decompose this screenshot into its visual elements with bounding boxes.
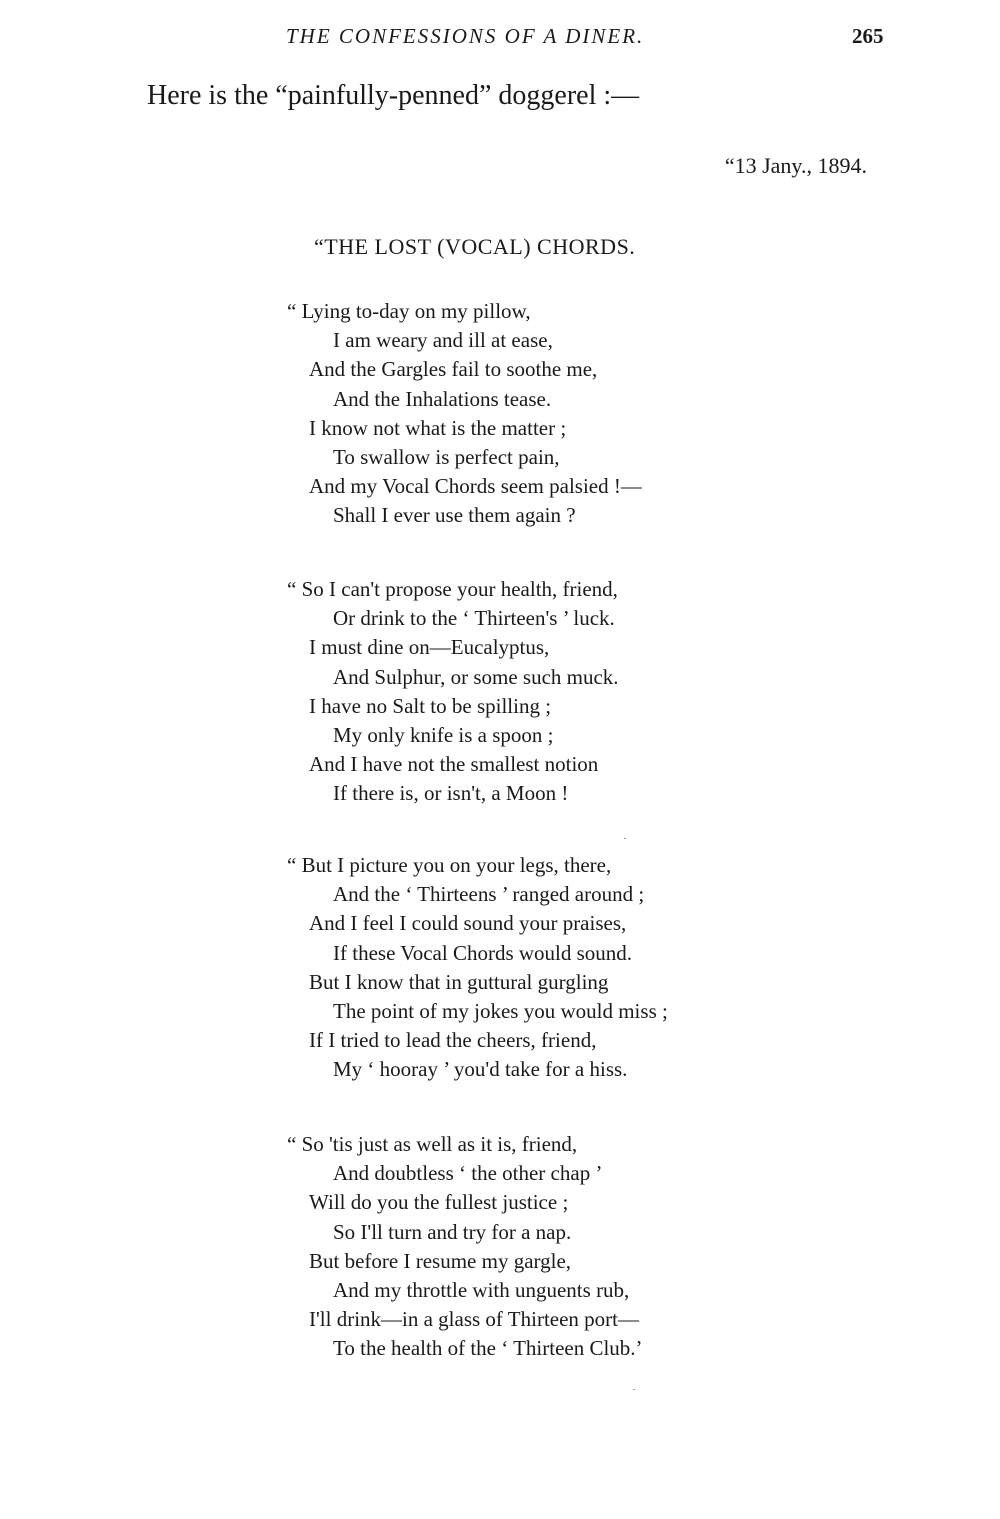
- page-number: 265: [852, 24, 884, 48]
- poem-line: Shall I ever use them again ?: [333, 503, 576, 528]
- poem-line: “ Lying to-day on my pillow,: [287, 299, 531, 323]
- poem-title: “THE LOST (VOCAL) CHORDS.: [314, 234, 636, 259]
- stanza: [287, 851, 787, 1085]
- poem-line: And the Inhalations tease.: [333, 386, 552, 411]
- poem-line: I must dine on—Eucalyptus,: [309, 635, 550, 660]
- dateline: “13 Jany., 1894.: [724, 153, 867, 178]
- running-title: THE CONFESSIONS OF A DINER.: [286, 24, 645, 48]
- poem-line: My only knife is a spoon ;: [333, 722, 554, 747]
- poem-line: “ So I can't propose your health, friend,: [287, 577, 618, 601]
- poem-line: And doubtless ‘ the other chap ’: [333, 1161, 603, 1186]
- poem-line: If these Vocal Chords would sound.: [333, 940, 633, 965]
- poem-line: Will do you the fullest justice ;: [309, 1190, 569, 1215]
- poem-line: My ‘ hooray ’ you'd take for a hiss.: [333, 1057, 628, 1082]
- poem-line: The point of my jokes you would miss ;: [333, 998, 668, 1023]
- poem-line: To the health of the ‘ Thirteen Club.’: [333, 1336, 643, 1361]
- intro-line: Here is the “painfully-penned” doggerel :—: [147, 80, 640, 111]
- poem-line: And Sulphur, or some such muck.: [333, 664, 619, 689]
- poem-line: And the ‘ Thirteens ’ ranged around ;: [333, 882, 645, 907]
- poem-line: So I'll turn and try for a nap.: [333, 1219, 572, 1244]
- poem-line: But I know that in guttural gurgling: [309, 969, 609, 994]
- poem-line: And my Vocal Chords seem palsied !—: [309, 474, 642, 499]
- poem-line: And my throttle with unguents rub,: [333, 1277, 630, 1302]
- poem-line: “ So 'tis just as well as it is, friend,: [287, 1132, 578, 1156]
- poem-line: But before I resume my gargle,: [309, 1248, 572, 1273]
- poem-line: I have no Salt to be spilling ;: [309, 693, 552, 718]
- poem-line: Or drink to the ‘ Thirteen's ’ luck.: [333, 606, 615, 631]
- poem-line: I know not what is the matter ;: [309, 415, 567, 440]
- poem-line: I'll drink—in a glass of Thirteen port—: [309, 1307, 640, 1332]
- poem-line: And I have not the smallest notion: [309, 752, 599, 777]
- ink-speck: [633, 1389, 635, 1390]
- stanza: [287, 297, 787, 531]
- poem-line: And I feel I could sound your praises,: [309, 911, 627, 936]
- stanza: [287, 575, 787, 809]
- poem-line: “ But I picture you on your legs, there,: [287, 853, 612, 877]
- poem-line: To swallow is perfect pain,: [333, 444, 560, 469]
- stanza: [287, 1130, 787, 1364]
- poem-line: I am weary and ill at ease,: [333, 328, 553, 353]
- poem-line: If I tried to lead the cheers, friend,: [309, 1028, 597, 1053]
- poem-line: If there is, or isn't, a Moon !: [333, 781, 569, 806]
- poem-line: And the Gargles fail to soothe me,: [309, 357, 598, 382]
- ink-speck: [624, 838, 626, 839]
